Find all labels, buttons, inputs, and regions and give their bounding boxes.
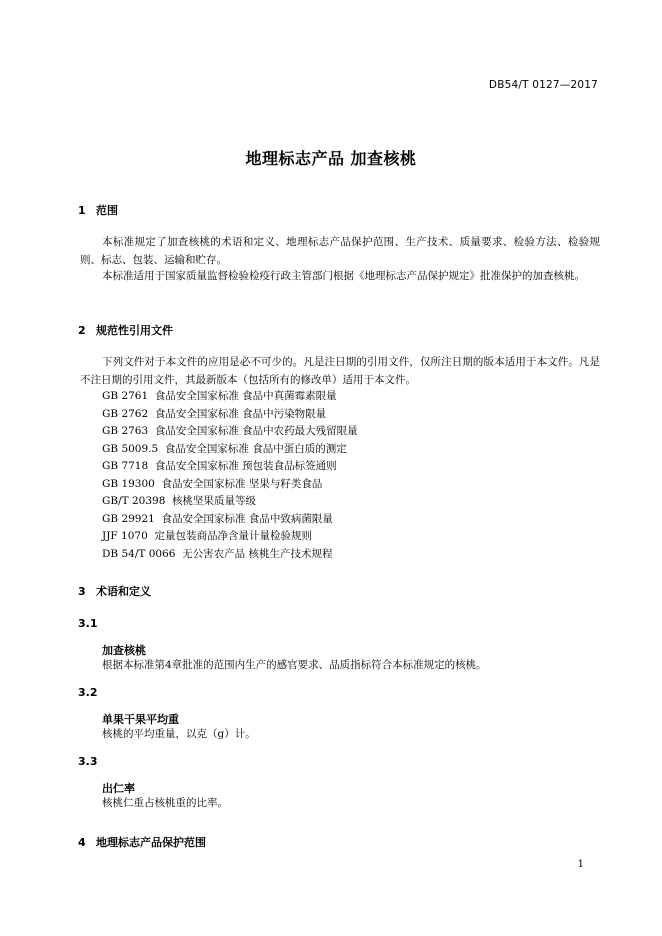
section-1-paragraph-2: 本标准适用于国家质量监督检验检疫行政主管部门根据《地理标志产品保护规定》批准保护的加查核桃。 bbox=[102, 270, 585, 282]
page-number: 1 bbox=[577, 859, 584, 870]
term-name: 单果干果平均重 bbox=[102, 713, 179, 726]
reference-item: JJF 1070 定量包装商品净含量计量检验规则 bbox=[102, 530, 312, 542]
reference-item: GB/T 20398 核桃坚果质量等级 bbox=[102, 495, 257, 507]
section-title: 规范性引用文件 bbox=[96, 324, 173, 337]
reference-item: GB 2763 食品安全国家标准 食品中农药最大残留限量 bbox=[102, 425, 358, 437]
reference-item: GB 2761 食品安全国家标准 食品中真菌霉素限量 bbox=[102, 390, 337, 402]
document-title: 地理标志产品 加查核桃 bbox=[245, 149, 417, 168]
term-definition: 根据本标准第4章批准的范围内生产的感官要求、品质指标符合本标准规定的核桃。 bbox=[102, 659, 487, 671]
reference-item: GB 2762 食品安全国家标准 食品中污染物限量 bbox=[102, 407, 327, 420]
section-number: 4 bbox=[78, 836, 86, 849]
term-number: 3.3 bbox=[78, 755, 98, 768]
reference-item: GB 19300 食品安全国家标准 坚果与籽类食品 bbox=[102, 477, 323, 490]
term-number: 3.1 bbox=[78, 617, 98, 630]
reference-item: GB 7718 食品安全国家标准 预包装食品标签通则 bbox=[102, 460, 337, 472]
term-definition: 核桃的平均重量，以克（g）计。 bbox=[102, 728, 256, 740]
term-definition: 核桃仁重占核桃重的比率。 bbox=[102, 797, 228, 809]
section-2-intro: 下列文件对于本文件的应用是必不可少的。凡是注日期的引用文件，仅所注日期的版本适用于本文件。凡是不注日期的引用文件，其最新版本（包括所有的修改单）适用于本文件。 bbox=[80, 356, 600, 386]
section-title: 术语和定义 bbox=[96, 585, 151, 598]
reference-item: GB 29921 食品安全国家标准 食品中致病菌限量 bbox=[102, 512, 333, 525]
section-1-heading bbox=[78, 202, 118, 218]
section-4-heading bbox=[78, 834, 206, 850]
section-2-heading bbox=[78, 322, 173, 338]
section-3-heading bbox=[78, 583, 151, 599]
term-name: 出仁率 bbox=[102, 782, 135, 795]
section-number: 2 bbox=[78, 324, 86, 337]
term-name: 加查核桃 bbox=[102, 644, 146, 657]
section-number: 1 bbox=[78, 204, 86, 217]
section-title: 地理标志产品保护范围 bbox=[96, 836, 206, 849]
section-title: 范围 bbox=[96, 204, 118, 217]
reference-item: GB 5009.5 食品安全国家标准 食品中蛋白质的测定 bbox=[102, 442, 347, 455]
term-number: 3.2 bbox=[78, 686, 98, 699]
section-number: 3 bbox=[78, 585, 86, 598]
reference-item: DB 54/T 0066 无公害农产品 核桃生产技术规程 bbox=[102, 547, 333, 560]
section-1-paragraph-1: 本标准规定了加查核桃的术语和定义、地理标志产品保护范围、生产技术、质量要求、检验方法、检验规则、标志、包装、运输和贮存。 bbox=[80, 236, 600, 266]
standard-code: DB54/T 0127—2017 bbox=[488, 79, 598, 91]
